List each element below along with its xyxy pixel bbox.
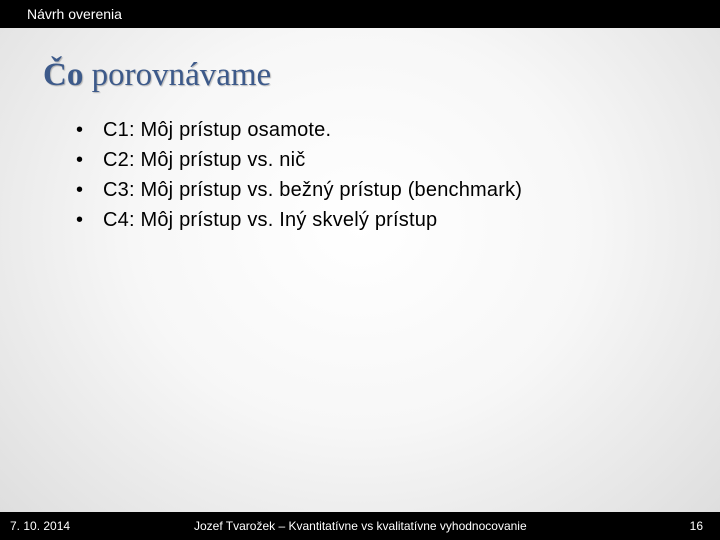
bullet-item	[76, 115, 522, 145]
header-bar	[0, 0, 720, 28]
bullet-text: C3: Môj prístup vs. bežný prístup (benchmark)	[103, 179, 523, 201]
bullet-text: C4: Môj prístup vs. Iný skvelý prístup	[103, 209, 438, 231]
section-title: Návrh overenia	[27, 6, 122, 22]
bullet-icon: •	[76, 209, 84, 231]
bullet-icon: •	[76, 179, 84, 201]
bullet-item	[76, 205, 522, 235]
bullet-icon: •	[76, 149, 84, 171]
slide-title-rest: porovnávame	[83, 57, 272, 93]
footer-author-title: Jozef Tvarožek – Kvantitatívne vs kvalitatívne vyhodnocovanie	[194, 519, 527, 533]
slide-title-first-word: Čo	[43, 57, 84, 93]
slide-title	[43, 57, 271, 94]
footer-bar	[0, 512, 720, 540]
bullet-text: C1: Môj prístup osamote.	[103, 119, 332, 141]
bullet-text: C2: Môj prístup vs. nič	[103, 149, 306, 171]
bullet-item	[76, 175, 522, 205]
bullet-icon: •	[76, 119, 84, 141]
bullet-list	[76, 115, 522, 235]
bullet-item	[76, 145, 522, 175]
page-number: 16	[689, 519, 703, 533]
footer-date: 7. 10. 2014	[10, 519, 71, 533]
